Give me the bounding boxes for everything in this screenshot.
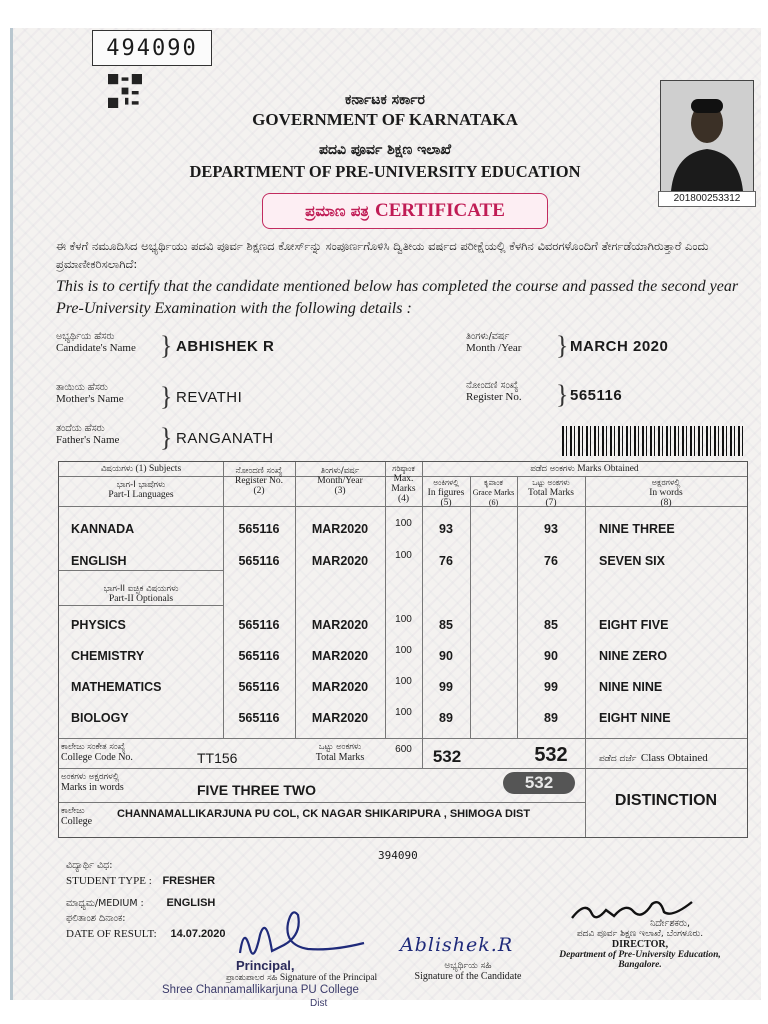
class-obtained-label: ಪಡೆದ ದರ್ಜೆ Class Obtained <box>599 752 708 764</box>
result-date-block <box>66 913 226 942</box>
student-type-block <box>66 860 215 889</box>
dept-kannada: ಪದವಿ ಪೂರ್ವ ಶಿಕ್ಷಣ ಇಲಾಖೆ <box>318 142 452 158</box>
class-obtained: DISTINCTION <box>614 792 718 809</box>
row-subject: KANNADA <box>71 522 135 536</box>
row-total: 99 <box>544 680 558 694</box>
row-words: EIGHT NINE <box>599 711 671 725</box>
director-dept: Department of Pre-University Education, <box>559 950 721 960</box>
total-figure: 532 <box>432 747 462 766</box>
intro-english: This is to certify that the candidate mentioned below has completed the course and passed the second year Pre-University Examination with the following details : <box>56 278 739 317</box>
marks-in-words-label: ಅಂಕಗಳು ಅಕ್ಷರಗಳಲ್ಲಿ Marks in words <box>61 772 124 793</box>
marks-obtained-header: ಪಡೆದ ಅಂಕಗಳು Marks Obtained <box>530 464 639 474</box>
brace-icon: } <box>556 380 569 409</box>
state-title: GOVERNMENT OF KARNATAKA <box>252 110 518 129</box>
candidate-signature: Ablishek.R <box>400 934 514 956</box>
row-max: 100 <box>395 518 412 529</box>
father-name-label <box>56 423 119 446</box>
words-header: ಅಕ್ಷರಗಳಲ್ಲಿ In words (8) <box>649 478 683 508</box>
row-words: NINE ZERO <box>599 649 668 663</box>
handwritten-number: 394090 <box>378 849 418 862</box>
director-city: Bangalore. <box>618 960 662 970</box>
candidate-name: ABHISHEK R <box>176 338 275 355</box>
row-words: EIGHT FIVE <box>599 618 669 632</box>
row-words: NINE THREE <box>599 522 675 536</box>
part2-header: ಭಾಗ-II ಐಚ್ಛಿಕ ವಿಷಯಗಳು Part-II Optionals <box>103 584 179 604</box>
grace-header: ಕೃಪಾಂಕ Grace Marks (6) <box>472 478 515 507</box>
mother-label-kn: ತಾಯಿಯ ಹೆಸರು <box>56 382 108 393</box>
director-kn: ನಿರ್ದೇಶಕರು, <box>649 918 690 929</box>
max-marks-header: ಗರಿಷ್ಠಾಂಕ Max. Marks (4) <box>391 464 416 504</box>
register-label-en: Register No. <box>466 391 522 403</box>
row-fig: 89 <box>439 711 453 725</box>
student-type-label-en: STUDENT TYPE : <box>66 875 152 887</box>
month-year-value: MARCH 2020 <box>570 338 669 355</box>
father-label-en: Father's Name <box>56 434 120 446</box>
state-kannada: ಕರ್ನಾಟಕ ಸರ್ಕಾರ <box>345 92 425 108</box>
mother-name: REVATHI <box>176 389 243 406</box>
dept-title: DEPARTMENT OF PRE-UNIVERSITY EDUCATION <box>189 162 581 181</box>
college-stamp: Shree Channamallikarjuna PU College <box>162 984 359 996</box>
total-max: 600 <box>395 744 412 755</box>
serial-number: 494090 <box>92 30 212 66</box>
row-words: SEVEN SIX <box>599 554 665 568</box>
row-max: 100 <box>395 614 412 625</box>
row-fig: 99 <box>439 680 453 694</box>
qr-code-icon <box>108 74 142 108</box>
row-month: MAR2020 <box>311 522 369 536</box>
principal-stamp: Principal, <box>236 958 295 973</box>
intro-kannada: ಈ ಕೆಳಗೆ ನಮೂದಿಸಿದ ಅಭ್ಯರ್ಥಿಯು ಪದವಿ ಪೂರ್ವ ಶಿಕ್ಷಣದ ಕೋರ್ಸ್‌ನ್ನು ಸಂಪೂರ್ಣಗೊಳಿಸಿ ದ್ವಿತೀಯ ವರ್ಷದ ಪರೀಕ್ಷೆಯಲ್ಲಿ ಕೆಳಗಿನ ವಿವರಗಳೊಂದಿಗೆ ತೇರ್ಗಡೆಯಾಗಿರುತ್ತಾರೆ ಎಂದು ಪ್ರಮಾಣೀಕರಿಸಲಾಗಿದೆ: <box>56 239 709 271</box>
row-reg: 565116 <box>238 554 280 568</box>
month-label-kn: ತಿಂಗಳು/ವರ್ಷ <box>466 331 510 342</box>
certificate-title-en: CERTIFICATE <box>374 200 505 221</box>
certificate-title <box>262 193 548 229</box>
brace-icon: } <box>160 331 173 360</box>
student-type-label-kn: ವಿದ್ಯಾರ್ಥಿ ವಿಧ: <box>66 860 113 871</box>
register-label <box>466 380 522 403</box>
part1-header: ಭಾಗ-I ಭಾಷೆಗಳು Part-I Languages <box>108 480 174 500</box>
row-reg: 565116 <box>238 522 280 536</box>
row-max: 100 <box>395 550 412 561</box>
director-dept-kn: ಪದವಿ ಪೂರ್ವ ಶಿಕ್ಷಣ ಇಲಾಖೆ, ಬೆಂಗಳೂರು. <box>576 929 704 939</box>
row-words: NINE NINE <box>599 680 663 694</box>
person-photo-icon <box>661 81 753 191</box>
total-header: ಒಟ್ಟು ಅಂಕಗಳು Total Marks (7) <box>527 478 575 508</box>
row-month: MAR2020 <box>311 680 369 694</box>
mother-label-en: Mother's Name <box>56 393 124 405</box>
brace-icon: } <box>160 423 173 452</box>
father-name: RANGANATH <box>176 430 274 447</box>
total-stamp: 532 <box>503 772 575 794</box>
college-stamp-dist: Dist <box>310 998 328 1009</box>
candidate-photo <box>660 80 754 192</box>
father-label-kn: ತಂದೆಯ ಹೆಸರು <box>56 423 105 434</box>
month-label-en: Month /Year <box>466 342 522 354</box>
row-subject: ENGLISH <box>71 554 127 568</box>
row-max: 100 <box>395 707 412 718</box>
name-label-kn: ಅಭ್ಯರ್ಥಿಯ ಹೆಸರು <box>56 331 115 342</box>
mother-name-label <box>56 382 124 405</box>
medium-value: ENGLISH <box>166 897 216 909</box>
principal-signature-icon <box>232 905 372 965</box>
candidate-signature-label: ಅಭ್ಯರ್ಥಿಯ ಸಹಿ Signature of the Candidate <box>414 961 522 982</box>
director-title: DIRECTOR, <box>611 939 669 950</box>
name-label-en: Candidate's Name <box>56 342 136 354</box>
row-month: MAR2020 <box>311 649 369 663</box>
row-max: 100 <box>395 676 412 687</box>
month-year-label <box>466 331 521 354</box>
month-header: ತಿಂಗಳು/ವರ್ಷ Month/Year (3) <box>317 466 363 496</box>
row-subject: BIOLOGY <box>71 711 129 725</box>
row-reg: 565116 <box>238 618 280 632</box>
brace-icon: } <box>556 331 569 360</box>
register-header: ನೋಂದಣಿ ಸಂಖ್ಯೆ Register No. (2) <box>234 466 284 496</box>
college-name: CHANNAMALLIKARJUNA PU COL, CK NAGAR SHIKARIPURA , SHIMOGA DIST <box>117 808 531 820</box>
row-reg: 565116 <box>238 680 280 694</box>
row-total: 90 <box>544 649 558 663</box>
row-month: MAR2020 <box>311 711 369 725</box>
photo-id: 201800253312 <box>658 191 756 207</box>
brace-icon: } <box>160 382 173 411</box>
principal-signature-label: ಪ್ರಾಂಶುಪಾಲರ ಸಹಿ Signature of the Principal <box>226 973 378 983</box>
figures-header: ಅಂಕಿಗಳಲ್ಲಿ In figures (5) <box>427 478 465 508</box>
row-fig: 85 <box>439 618 453 632</box>
total-in-words: FIVE THREE TWO <box>197 782 316 798</box>
marks-table <box>58 461 748 838</box>
row-total: 89 <box>544 711 558 725</box>
row-subject: MATHEMATICS <box>71 680 162 694</box>
barcode <box>562 426 744 456</box>
row-max: 100 <box>395 645 412 656</box>
row-total: 85 <box>544 618 558 632</box>
row-subject: CHEMISTRY <box>71 649 145 663</box>
row-month: MAR2020 <box>311 618 369 632</box>
director-block <box>550 918 730 970</box>
row-reg: 565116 <box>238 711 280 725</box>
row-month: MAR2020 <box>311 554 369 568</box>
college-code-label: ಕಾಲೇಜು ಸಂಕೇತ ಸಂಖ್ಯೆ College Code No. <box>61 742 133 763</box>
result-label-kn: ಫಲಿತಾಂಶ ದಿನಾಂಕ: <box>66 913 126 924</box>
row-reg: 565116 <box>238 649 280 663</box>
row-total: 76 <box>544 554 558 568</box>
medium-block <box>66 893 215 911</box>
college-code: TT156 <box>197 750 238 766</box>
result-date: 14.07.2020 <box>170 928 226 940</box>
grand-total: 532 <box>534 744 568 766</box>
row-total: 93 <box>544 522 558 536</box>
row-subject: PHYSICS <box>71 618 126 632</box>
register-number: 565116 <box>570 387 623 404</box>
college-label: ಕಾಲೇಜು College <box>61 806 93 827</box>
row-fig: 93 <box>439 522 453 536</box>
subjects-header: ವಿಷಯಗಳು (1) Subjects <box>100 464 182 474</box>
row-fig: 90 <box>439 649 453 663</box>
row-fig: 76 <box>439 554 453 568</box>
result-label-en: DATE OF RESULT: <box>66 928 157 940</box>
student-type-value: FRESHER <box>162 875 216 887</box>
total-marks-label: ಒಟ್ಟು ಅಂಕಗಳು Total Marks <box>315 742 365 763</box>
certificate-title-kn: ಪ್ರಮಾಣ ಪತ್ರ <box>305 202 369 220</box>
medium-label: ಮಾಧ್ಯಮ/MEDIUM : <box>66 898 144 909</box>
candidate-name-label <box>56 331 136 354</box>
register-label-kn: ನೋಂದಣಿ ಸಂಖ್ಯೆ <box>466 380 519 391</box>
